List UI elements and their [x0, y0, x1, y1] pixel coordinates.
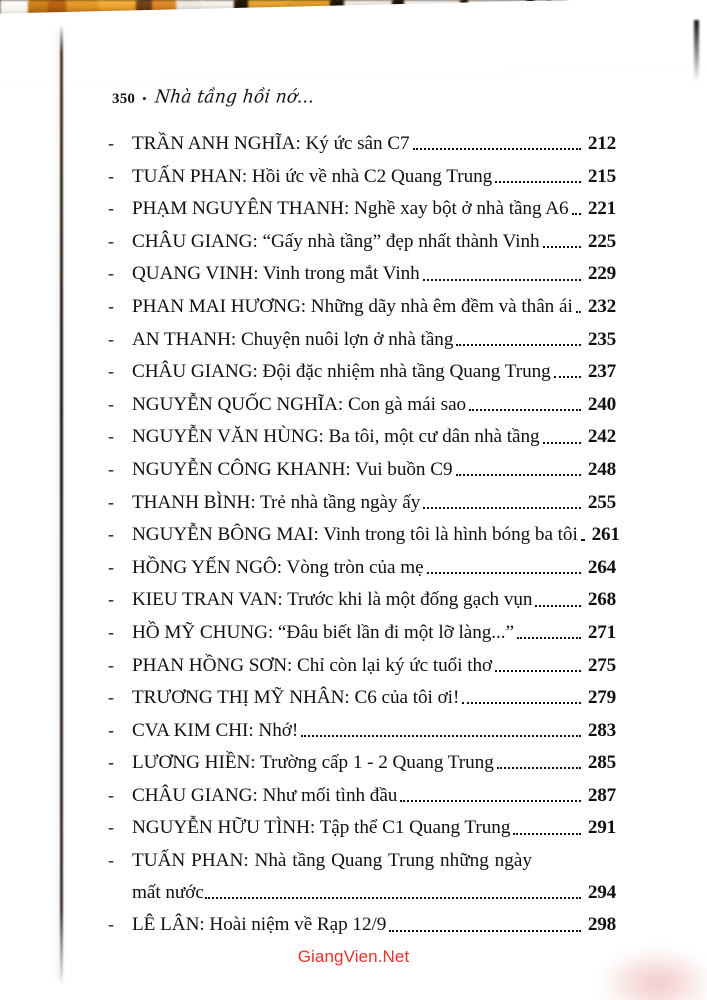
toc-entry[interactable]	[108, 558, 616, 577]
toc-entry-body	[132, 134, 616, 153]
toc-bullet: -	[108, 687, 114, 708]
toc-bullet: -	[108, 817, 114, 838]
toc-entry-text: PHAN MAI HƯƠNG: Những dãy nhà êm đềm và thân ái	[132, 295, 573, 317]
toc-entry-body	[132, 297, 616, 316]
running-title: Nhà tầng hồi nớ...	[153, 86, 315, 108]
toc-entry-word: Trung	[388, 850, 435, 872]
toc-entry[interactable]	[108, 362, 616, 381]
toc-leader-dots	[462, 702, 581, 704]
toc-entry-body	[132, 493, 616, 512]
toc-leader-dots	[205, 897, 581, 899]
toc-bullet: -	[108, 295, 114, 316]
toc-entry-text: CHÂU GIANG: Đội đặc nhiệm nhà tầng Quang Trung	[132, 361, 551, 383]
toc-leader-dots	[554, 376, 581, 378]
toc-bullet: -	[108, 393, 114, 414]
toc-page-number: 232	[587, 295, 616, 317]
toc-bullet: -	[108, 230, 114, 251]
toc-entry[interactable]	[108, 167, 616, 186]
toc-entry-body	[132, 330, 616, 349]
toc-entry[interactable]	[108, 264, 616, 283]
toc-entry[interactable]	[108, 721, 616, 740]
toc-page-number: 248	[587, 458, 616, 480]
toc-entry-body	[132, 688, 616, 707]
toc-page-number: 235	[587, 328, 616, 350]
toc-entry-text: CVA KIM CHI: Nhớ!	[132, 719, 299, 741]
toc-entry-text: AN THANH: Chuyện nuôi lợn ở nhà tầng	[132, 328, 454, 350]
toc-page-number: 240	[587, 393, 616, 415]
toc-entry-body	[132, 232, 616, 251]
toc-page-number: 298	[587, 914, 616, 936]
toc-page-number: 242	[587, 426, 616, 448]
toc-entry-text: NGUYỄN HỮU TÌNH: Tập thể C1 Quang Trung	[132, 817, 511, 839]
toc-entry-text: NGUYỄN CÔNG KHANH: Vui buồn C9	[132, 458, 453, 480]
toc-leader-dots	[576, 311, 581, 313]
toc-bullet: -	[108, 784, 114, 805]
toc-entry-last[interactable]	[108, 915, 616, 934]
toc-bullet: -	[108, 914, 114, 935]
toc-entry[interactable]	[108, 232, 616, 251]
toc-entry[interactable]	[108, 623, 616, 642]
page-number: 350	[112, 91, 136, 107]
toc-page-number: 237	[587, 361, 616, 383]
toc-entry-text: TUẤN PHAN: Hồi ức về nhà C2 Quang Trung	[132, 165, 493, 187]
toc-leader-dots	[543, 442, 581, 444]
toc-leader-dots	[497, 767, 581, 769]
toc-leader-dots	[423, 279, 581, 281]
toc-entry[interactable]	[108, 493, 616, 512]
toc-bullet: -	[108, 719, 114, 740]
toc-page-number: 271	[587, 621, 616, 643]
toc-entry-text: HỒ MỸ CHUNG: “Đâu biết lần đi một lỡ làng...”	[132, 621, 514, 643]
toc-leader-dots	[495, 670, 581, 672]
toc-bullet: -	[108, 328, 114, 349]
toc-entry-text: NGUYỄN VĂN HÙNG: Ba tôi, một cư dân nhà tầng	[132, 426, 540, 448]
toc-leader-dots	[456, 474, 581, 476]
toc-entry-body	[132, 786, 616, 805]
toc-page-number: 255	[587, 491, 616, 513]
toc-entry-text: TRƯƠNG THỊ MỸ NHÂN: C6 của tôi ơi!	[132, 687, 460, 709]
toc-bullet: -	[108, 133, 114, 153]
right-page-edge	[694, 20, 699, 82]
toc-entry-text: NGUYỄN QUỐC NGHĨA: Con gà mái sao	[132, 393, 467, 415]
toc-page-number: 291	[587, 817, 616, 839]
toc-entry-text: KIEU TRAN VAN: Trước khi là một đống gạch vụn	[132, 589, 533, 611]
toc-bullet: -	[108, 621, 114, 642]
toc-bullet: -	[108, 752, 114, 773]
toc-entry-body	[132, 753, 616, 772]
toc-entry-text: QUANG VINH: Vinh trong mắt Vinh	[132, 263, 420, 285]
toc-entry-text: LÊ LÂN: Hoài niệm về Rạp 12/9	[132, 914, 387, 936]
toc-page-number: 275	[587, 654, 616, 676]
toc-entry-text: PHẠM NGUYÊN THANH: Nghề xay bột ở nhà tầng A6	[132, 198, 569, 220]
toc-leader-dots	[423, 507, 581, 509]
toc-bullet: -	[108, 426, 114, 447]
toc-page-number: 215	[587, 165, 616, 187]
site-watermark: GiangVien.Net	[297, 947, 410, 966]
toc-page-number: 279	[587, 687, 616, 709]
toc-entry-body	[132, 264, 616, 283]
toc-bullet: -	[108, 458, 114, 479]
toc-page-number: 283	[587, 719, 616, 741]
toc-entry-body	[132, 395, 616, 414]
toc-bullet: -	[108, 263, 114, 284]
toc-entry[interactable]	[108, 427, 616, 446]
paper-edge	[0, 0, 707, 84]
toc-entry-text: TRẦN ANH NGHĨA: Ký ức sân C7	[132, 133, 410, 154]
toc-bullet: -	[108, 524, 114, 545]
toc-bullet: -	[108, 491, 114, 512]
toc-bullet: -	[108, 654, 114, 675]
toc-leader-dots	[413, 148, 581, 150]
running-head-separator: •	[142, 91, 147, 106]
toc-leader-dots	[535, 605, 581, 607]
toc-entry-body	[132, 623, 616, 642]
toc-leader-dots	[456, 344, 581, 346]
toc-entry-text: CHÂU GIANG: Như mối tình đầu	[132, 784, 398, 806]
toc-leader-dots	[495, 181, 581, 183]
toc-entry-wrapped[interactable]	[108, 851, 616, 902]
toc-entry-word: Nhà	[254, 850, 287, 872]
toc-page-number: 287	[587, 784, 616, 806]
toc-entry-word: những	[440, 850, 489, 872]
toc-entry[interactable]	[108, 656, 616, 675]
toc-page-number: 229	[587, 263, 616, 285]
toc-page-number: 261	[591, 524, 620, 546]
toc-page-number: 225	[587, 230, 616, 252]
toc-bullet: -	[108, 198, 114, 219]
toc-leader-dots	[513, 833, 581, 835]
toc-entry-text: PHAN HỒNG SƠN: Chỉ còn lại ký ức tuổi thơ	[132, 654, 493, 676]
toc-entry[interactable]	[108, 786, 616, 805]
toc-entry-body	[132, 362, 616, 381]
toc-page-number: 285	[587, 752, 616, 774]
toc-entry[interactable]	[108, 297, 616, 316]
toc-entry[interactable]	[108, 524, 620, 546]
toc-bullet: -	[108, 556, 114, 577]
toc-entry[interactable]	[108, 753, 616, 772]
toc-entry-body	[132, 199, 616, 218]
toc-bullet: -	[108, 850, 114, 871]
toc-entry-word: tầng	[292, 850, 326, 872]
toc-leader-dots	[400, 800, 581, 802]
toc-leader-dots	[543, 246, 581, 248]
toc-leader-dots	[301, 735, 581, 737]
toc-entry[interactable]	[108, 688, 616, 707]
toc-entry-word: PHAN:	[191, 850, 249, 872]
toc-page-number: 221	[587, 198, 616, 220]
toc-entry[interactable]	[108, 199, 616, 218]
toc-entry-line-1	[108, 851, 616, 870]
toc-entry-text: CHÂU GIANG: “Gấy nhà tầng” đẹp nhất thành Vinh	[132, 230, 540, 252]
toc-leader-dots	[581, 539, 585, 541]
toc-entry-body	[132, 915, 616, 934]
toc-leader-dots	[389, 930, 581, 932]
toc-entry-word: ngày	[494, 850, 532, 872]
toc-leader-dots	[517, 637, 581, 639]
toc-leader-dots	[469, 409, 581, 411]
toc-entry-line-2	[108, 883, 616, 902]
toc-entry-body	[132, 427, 616, 446]
toc-entry-text: HỒNG YẾN NGÔ: Vòng tròn của mẹ	[132, 556, 424, 578]
toc-entry[interactable]	[108, 134, 616, 153]
toc-entry-body	[132, 818, 616, 837]
toc-leader-dots	[427, 572, 581, 574]
table-of-contents	[108, 133, 620, 948]
toc-entry[interactable]	[108, 395, 616, 414]
toc-entry-text: THANH BÌNH: Trẻ nhà tầng ngày ấy	[132, 491, 421, 513]
toc-entry-word: TUẤN	[132, 850, 186, 872]
toc-entry-body	[132, 460, 616, 479]
toc-page-number: 212	[587, 133, 616, 154]
toc-page-number: 294	[587, 882, 616, 904]
toc-entry-body	[132, 167, 616, 186]
toc-entry-body	[132, 524, 620, 546]
running-head	[112, 88, 313, 108]
toc-entry[interactable]	[108, 818, 616, 837]
toc-entry-body	[132, 656, 616, 675]
toc-entry[interactable]	[108, 460, 616, 479]
toc-bullet: -	[108, 361, 114, 382]
toc-entry-text-continued: mất nước	[132, 882, 204, 904]
toc-entry-text	[132, 851, 616, 870]
toc-entry-body	[132, 558, 616, 577]
toc-entry-text: LƯƠNG HIỀN: Trường cấp 1 - 2 Quang Trung	[132, 752, 494, 774]
toc-page-number: 264	[587, 556, 616, 578]
toc-entry[interactable]	[108, 590, 616, 609]
toc-entry[interactable]	[108, 330, 616, 349]
page-gutter-line	[60, 24, 63, 986]
toc-bullet: -	[108, 589, 114, 610]
toc-entry-word: Quang	[331, 850, 383, 872]
toc-page-number: 268	[587, 589, 616, 611]
toc-leader-dots	[572, 213, 581, 215]
toc-entry-text: NGUYỄN BÔNG MAI: Vinh trong tôi là hình bóng ba tôi	[132, 524, 578, 546]
toc-bullet: -	[108, 165, 114, 186]
toc-entry-body	[132, 590, 616, 609]
toc-entry-body	[132, 721, 616, 740]
